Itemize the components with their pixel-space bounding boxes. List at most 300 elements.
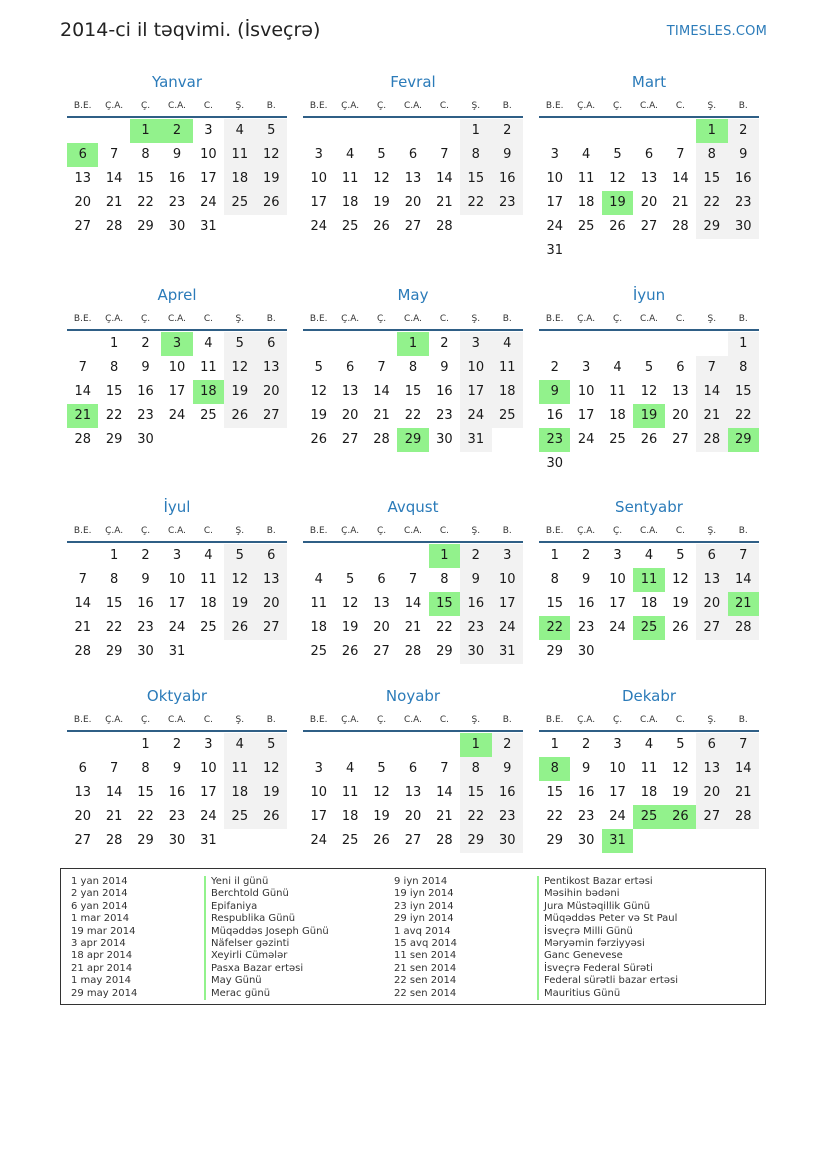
day-cell: 16 xyxy=(577,785,595,800)
month-name: İyul xyxy=(163,498,191,516)
weekday-label: B. xyxy=(266,314,276,324)
day-cell: 26 xyxy=(373,833,390,848)
day-cell: 30 xyxy=(137,644,154,659)
day-cell: 14 xyxy=(105,171,123,186)
day-cell: 31 xyxy=(200,219,217,234)
weekday-label: B.E. xyxy=(73,526,92,536)
day-cell: 23 xyxy=(168,195,186,210)
day-cell: 8 xyxy=(460,757,491,781)
weekday-label: B. xyxy=(738,314,748,324)
day-cell: 20 xyxy=(404,195,422,210)
weekday-label: B. xyxy=(266,526,276,536)
holiday-day-cell: 22 xyxy=(539,616,570,640)
weekday-label: C.A. xyxy=(639,715,658,725)
empty-cell xyxy=(334,544,365,568)
day-cell: 16 xyxy=(168,785,186,800)
day-cell: 25 xyxy=(310,644,327,659)
weekday-label: Ş. xyxy=(235,101,245,111)
legend-date: 21 sen 2014 xyxy=(394,962,457,974)
day-cell: 12 xyxy=(310,384,327,399)
legend-holiday-name: Berchtold Günü xyxy=(204,888,329,900)
day-cell: 4 xyxy=(204,336,213,351)
holiday-day-cell: 15 xyxy=(429,592,460,616)
day-cell: 14 xyxy=(436,785,453,800)
day-cell: 29 xyxy=(436,644,453,659)
day-cell: 14 xyxy=(373,384,390,399)
day-cell: 15 xyxy=(728,380,759,404)
day-cell: 11 xyxy=(200,360,217,375)
day-cell: 26 xyxy=(224,404,255,428)
day-cell: 10 xyxy=(577,384,595,399)
day-cell: 28 xyxy=(696,428,727,452)
weekday-label: C. xyxy=(203,715,213,725)
day-cell: 10 xyxy=(168,572,186,587)
weekday-label: Ç. xyxy=(376,715,387,725)
holiday-day-cell: 11 xyxy=(633,568,664,592)
weekday-label: C.A. xyxy=(639,101,658,111)
weekday-label: C.A. xyxy=(403,526,422,536)
weekday-label: Ç. xyxy=(140,101,151,111)
day-cell: 5 xyxy=(345,572,355,587)
weekday-label: C. xyxy=(439,715,449,725)
day-cell: 21 xyxy=(728,781,759,805)
day-cell: 13 xyxy=(696,568,727,592)
legend-date: 6 yan 2014 xyxy=(71,900,128,912)
day-cell: 20 xyxy=(74,195,91,210)
day-cell: 9 xyxy=(172,147,182,162)
day-cell: 27 xyxy=(672,432,689,447)
weekday-label: C.A. xyxy=(167,526,186,536)
weekday-header xyxy=(303,519,523,541)
day-cell: 14 xyxy=(728,568,759,592)
weekday-label: C.A. xyxy=(403,715,422,725)
day-cell: 28 xyxy=(728,805,759,829)
day-cell: 20 xyxy=(74,809,91,824)
day-cell: 27 xyxy=(256,404,287,428)
day-cell: 7 xyxy=(377,360,386,375)
holiday-day-cell: 23 xyxy=(539,428,570,452)
day-cell: 29 xyxy=(137,833,154,848)
day-cell: 3 xyxy=(172,548,182,563)
legend-holiday-name: Näfelser gəzinti xyxy=(204,938,329,950)
day-cell: 22 xyxy=(728,404,759,428)
brand-link[interactable]: TIMESLES.COM xyxy=(666,24,767,39)
weekday-label: Ç.A. xyxy=(105,526,124,536)
day-cell: 23 xyxy=(436,408,453,423)
weekday-label: B.E. xyxy=(545,526,564,536)
day-cell: 2 xyxy=(172,737,182,752)
day-cell: 4 xyxy=(314,572,323,587)
legend-date: 29 may 2014 xyxy=(71,987,138,999)
day-cell: 2 xyxy=(550,360,559,375)
day-cell: 30 xyxy=(168,219,186,234)
legend-date: 1 may 2014 xyxy=(71,975,131,987)
legend-holiday-name: İsveçrə Federal Sürəti xyxy=(537,963,678,975)
day-cell: 3 xyxy=(314,147,323,162)
holiday-day-cell: 21 xyxy=(67,404,98,428)
empty-cell xyxy=(397,119,428,143)
day-cell: 14 xyxy=(74,384,91,399)
month-block xyxy=(539,285,759,476)
day-grid xyxy=(67,544,287,664)
day-cell: 24 xyxy=(168,408,186,423)
empty-cell xyxy=(98,733,129,757)
legend-holiday-name: İsveçrə Milli Günü xyxy=(537,926,678,938)
day-cell: 5 xyxy=(256,119,287,143)
day-cell: 18 xyxy=(492,380,523,404)
day-cell: 11 xyxy=(640,761,658,776)
legend-holiday-name: Jura Müstəqillik Günü xyxy=(537,901,678,913)
day-cell: 30 xyxy=(577,644,595,659)
month-name: İyun xyxy=(632,286,666,304)
legend-holiday-name: Respublika Günü xyxy=(204,913,329,925)
holiday-day-cell: 19 xyxy=(633,404,664,428)
day-cell: 5 xyxy=(256,733,287,757)
day-cell: 17 xyxy=(546,195,563,210)
day-cell: 26 xyxy=(256,805,287,829)
day-cell: 28 xyxy=(105,833,123,848)
day-cell: 4 xyxy=(644,548,654,563)
day-cell: 7 xyxy=(78,572,87,587)
day-cell: 8 xyxy=(141,147,150,162)
day-grid xyxy=(67,332,287,452)
weekday-label: B. xyxy=(502,715,512,725)
day-cell: 26 xyxy=(310,432,327,447)
day-cell: 23 xyxy=(577,620,595,635)
weekday-label: C. xyxy=(439,101,449,111)
day-cell: 7 xyxy=(728,733,759,757)
day-cell: 6 xyxy=(408,761,418,776)
day-cell: 13 xyxy=(672,384,689,399)
day-cell: 2 xyxy=(141,548,150,563)
weekday-label: C. xyxy=(439,314,449,324)
empty-cell xyxy=(334,733,365,757)
day-cell: 16 xyxy=(492,167,523,191)
day-cell: 1 xyxy=(109,336,119,351)
day-cell: 9 xyxy=(581,572,591,587)
day-cell: 5 xyxy=(676,548,685,563)
weekday-label: C. xyxy=(675,526,685,536)
day-cell: 4 xyxy=(613,360,622,375)
day-cell: 24 xyxy=(492,616,523,640)
day-cell: 12 xyxy=(256,143,287,167)
day-cell: 12 xyxy=(373,785,390,800)
weekday-label: Ç. xyxy=(140,314,151,324)
page-title: 2014-ci il təqvimi. (İsveçrə) xyxy=(60,19,321,41)
day-cell: 2 xyxy=(492,119,523,143)
day-cell: 26 xyxy=(256,191,287,215)
weekday-header xyxy=(303,307,523,329)
weekday-label: B. xyxy=(502,526,512,536)
day-cell: 28 xyxy=(74,644,91,659)
holiday-day-cell: 1 xyxy=(130,119,161,143)
day-cell: 5 xyxy=(314,360,323,375)
day-cell: 18 xyxy=(609,408,626,423)
day-cell: 13 xyxy=(256,356,287,380)
day-grid xyxy=(539,733,759,853)
weekday-label: B.E. xyxy=(309,715,328,725)
day-cell: 20 xyxy=(341,408,359,423)
day-cell: 25 xyxy=(200,620,217,635)
day-grid xyxy=(303,544,523,664)
day-cell: 18 xyxy=(640,596,658,611)
day-cell: 16 xyxy=(460,592,491,616)
day-cell: 17 xyxy=(577,408,595,423)
weekday-header xyxy=(539,519,759,541)
day-cell: 27 xyxy=(74,219,91,234)
calendar-grid xyxy=(67,72,760,862)
day-cell: 1 xyxy=(109,548,119,563)
day-grid xyxy=(67,119,287,239)
weekday-label: B.E. xyxy=(545,101,564,111)
day-cell: 21 xyxy=(105,195,123,210)
day-cell: 12 xyxy=(609,171,626,186)
month-block xyxy=(303,497,523,664)
day-cell: 12 xyxy=(341,596,359,611)
day-cell: 22 xyxy=(137,195,154,210)
day-cell: 7 xyxy=(109,761,119,776)
weekday-label: B. xyxy=(738,526,748,536)
day-cell: 24 xyxy=(609,620,626,635)
day-cell: 15 xyxy=(460,167,491,191)
day-cell: 6 xyxy=(696,544,727,568)
legend-holiday-name: Müqəddəs Joseph Günü xyxy=(204,926,329,938)
day-cell: 16 xyxy=(492,781,523,805)
day-cell: 9 xyxy=(728,143,759,167)
day-cell: 27 xyxy=(341,432,359,447)
legend-date: 9 iyn 2014 xyxy=(394,876,448,887)
empty-cell xyxy=(602,119,633,143)
day-cell: 31 xyxy=(546,243,563,258)
weekday-label: C. xyxy=(203,101,213,111)
day-cell: 21 xyxy=(404,620,422,635)
legend-date: 19 iyn 2014 xyxy=(394,888,454,900)
day-cell: 9 xyxy=(141,360,150,375)
day-cell: 12 xyxy=(256,757,287,781)
day-cell: 17 xyxy=(168,384,186,399)
legend-name-column xyxy=(204,876,329,1000)
day-cell: 28 xyxy=(373,432,390,447)
weekday-header xyxy=(67,94,287,116)
day-cell: 14 xyxy=(105,785,123,800)
day-cell: 28 xyxy=(728,616,759,640)
day-cell: 15 xyxy=(105,384,123,399)
day-cell: 18 xyxy=(640,785,658,800)
day-cell: 21 xyxy=(105,809,123,824)
weekday-label: Ç. xyxy=(612,101,623,111)
legend-holiday-name: Pasxa Bazar ertəsi xyxy=(204,963,329,975)
weekday-label: C. xyxy=(675,715,685,725)
empty-cell xyxy=(303,332,334,356)
day-cell: 25 xyxy=(224,805,255,829)
day-cell: 3 xyxy=(204,123,213,138)
legend-holiday-name: Məryəmin fərziyyəsi xyxy=(537,938,678,950)
day-cell: 4 xyxy=(581,147,591,162)
weekday-label: Ç.A. xyxy=(577,526,596,536)
day-cell: 18 xyxy=(200,596,217,611)
day-cell: 2 xyxy=(581,548,591,563)
day-cell: 5 xyxy=(377,761,386,776)
legend-date: 19 mar 2014 xyxy=(71,925,136,937)
day-cell: 28 xyxy=(74,432,91,447)
day-cell: 4 xyxy=(345,147,355,162)
weekday-label: C.A. xyxy=(167,715,186,725)
day-cell: 23 xyxy=(137,408,154,423)
weekday-label: B. xyxy=(266,715,276,725)
day-cell: 17 xyxy=(168,596,186,611)
weekday-label: Ç. xyxy=(376,314,387,324)
day-cell: 1 xyxy=(460,119,491,143)
day-cell: 14 xyxy=(74,596,91,611)
day-cell: 12 xyxy=(224,356,255,380)
empty-cell xyxy=(633,119,664,143)
day-cell: 18 xyxy=(577,195,595,210)
weekday-label: B.E. xyxy=(73,715,92,725)
weekday-label: C.A. xyxy=(639,314,658,324)
day-cell: 8 xyxy=(408,360,418,375)
day-cell: 6 xyxy=(644,147,654,162)
day-cell: 21 xyxy=(74,620,91,635)
day-cell: 11 xyxy=(224,143,255,167)
day-cell: 15 xyxy=(404,384,422,399)
day-cell: 12 xyxy=(640,384,658,399)
weekday-label: B. xyxy=(266,101,276,111)
day-cell: 10 xyxy=(310,785,327,800)
day-cell: 22 xyxy=(436,620,453,635)
day-cell: 4 xyxy=(204,548,213,563)
day-cell: 29 xyxy=(546,644,563,659)
day-cell: 24 xyxy=(577,432,595,447)
weekday-label: C.A. xyxy=(403,101,422,111)
weekday-label: B.E. xyxy=(309,314,328,324)
day-grid xyxy=(303,332,523,452)
empty-cell xyxy=(67,733,98,757)
day-cell: 10 xyxy=(609,761,626,776)
month-block xyxy=(67,285,287,452)
day-cell: 7 xyxy=(440,147,449,162)
day-cell: 24 xyxy=(310,219,327,234)
day-cell: 11 xyxy=(224,757,255,781)
legend-holiday-name: Müqəddəs Peter və St Paul xyxy=(537,913,678,925)
weekday-label: Ç. xyxy=(612,715,623,725)
weekday-label: C. xyxy=(675,314,685,324)
month-name: Mart xyxy=(631,73,667,91)
day-cell: 20 xyxy=(256,592,287,616)
day-cell: 16 xyxy=(577,596,595,611)
day-cell: 18 xyxy=(341,809,359,824)
day-cell: 14 xyxy=(404,596,422,611)
weekday-label: Ş. xyxy=(235,715,245,725)
day-cell: 10 xyxy=(310,171,327,186)
day-cell: 27 xyxy=(256,616,287,640)
day-cell: 3 xyxy=(613,737,622,752)
day-cell: 23 xyxy=(168,809,186,824)
day-cell: 31 xyxy=(460,428,491,452)
day-cell: 17 xyxy=(609,596,626,611)
weekday-header xyxy=(303,94,523,116)
day-cell: 20 xyxy=(696,592,727,616)
day-cell: 23 xyxy=(728,191,759,215)
day-cell: 29 xyxy=(696,215,727,239)
day-cell: 19 xyxy=(672,596,689,611)
weekday-header xyxy=(539,708,759,730)
day-cell: 30 xyxy=(728,215,759,239)
day-cell: 16 xyxy=(137,384,154,399)
holiday-day-cell: 1 xyxy=(397,332,428,356)
day-cell: 16 xyxy=(436,384,453,399)
weekday-label: Ç. xyxy=(376,526,387,536)
day-cell: 3 xyxy=(460,332,491,356)
day-cell: 21 xyxy=(436,809,453,824)
day-cell: 13 xyxy=(256,568,287,592)
empty-cell xyxy=(366,332,397,356)
holiday-day-cell: 29 xyxy=(397,428,428,452)
day-cell: 17 xyxy=(460,380,491,404)
month-name: Fevral xyxy=(390,73,436,91)
day-cell: 31 xyxy=(492,640,523,664)
holiday-day-cell: 31 xyxy=(602,829,633,853)
legend-name-column xyxy=(537,876,678,1000)
day-cell: 19 xyxy=(310,408,327,423)
day-cell: 17 xyxy=(200,171,217,186)
day-cell: 23 xyxy=(137,620,154,635)
weekday-header xyxy=(67,307,287,329)
day-cell: 3 xyxy=(581,360,591,375)
day-cell: 13 xyxy=(696,757,727,781)
day-cell: 24 xyxy=(609,809,626,824)
legend-holiday-name: May Günü xyxy=(204,975,329,987)
day-cell: 24 xyxy=(168,620,186,635)
empty-cell xyxy=(303,733,334,757)
day-cell: 18 xyxy=(224,781,255,805)
weekday-label: Ç. xyxy=(140,715,151,725)
day-cell: 22 xyxy=(460,805,491,829)
day-cell: 2 xyxy=(440,336,449,351)
legend-holiday-name: Xeyirli Cümələr xyxy=(204,950,329,962)
weekday-label: Ç.A. xyxy=(105,314,124,324)
day-cell: 9 xyxy=(460,568,491,592)
day-cell: 24 xyxy=(460,404,491,428)
weekday-header xyxy=(539,94,759,116)
day-cell: 6 xyxy=(676,360,685,375)
day-cell: 4 xyxy=(224,733,255,757)
day-cell: 2 xyxy=(581,737,591,752)
day-cell: 30 xyxy=(460,640,491,664)
day-cell: 30 xyxy=(492,829,523,853)
day-cell: 17 xyxy=(492,592,523,616)
empty-cell xyxy=(303,119,334,143)
day-cell: 14 xyxy=(696,380,727,404)
day-cell: 12 xyxy=(224,568,255,592)
day-cell: 30 xyxy=(436,432,453,447)
legend-holiday-name: Federal sürətli bazar ertəsi xyxy=(537,975,678,987)
day-cell: 13 xyxy=(404,785,422,800)
day-cell: 8 xyxy=(550,572,559,587)
day-cell: 9 xyxy=(581,761,591,776)
month-block xyxy=(539,72,759,263)
day-cell: 11 xyxy=(341,785,359,800)
legend-holiday-name: Pentikost Bazar ertəsi xyxy=(537,876,678,888)
day-cell: 17 xyxy=(609,785,626,800)
day-cell: 25 xyxy=(492,404,523,428)
day-cell: 8 xyxy=(728,356,759,380)
day-cell: 25 xyxy=(609,432,626,447)
day-cell: 11 xyxy=(341,171,359,186)
day-cell: 6 xyxy=(256,544,287,568)
month-block xyxy=(539,686,759,853)
weekday-header xyxy=(67,519,287,541)
empty-cell xyxy=(366,733,397,757)
